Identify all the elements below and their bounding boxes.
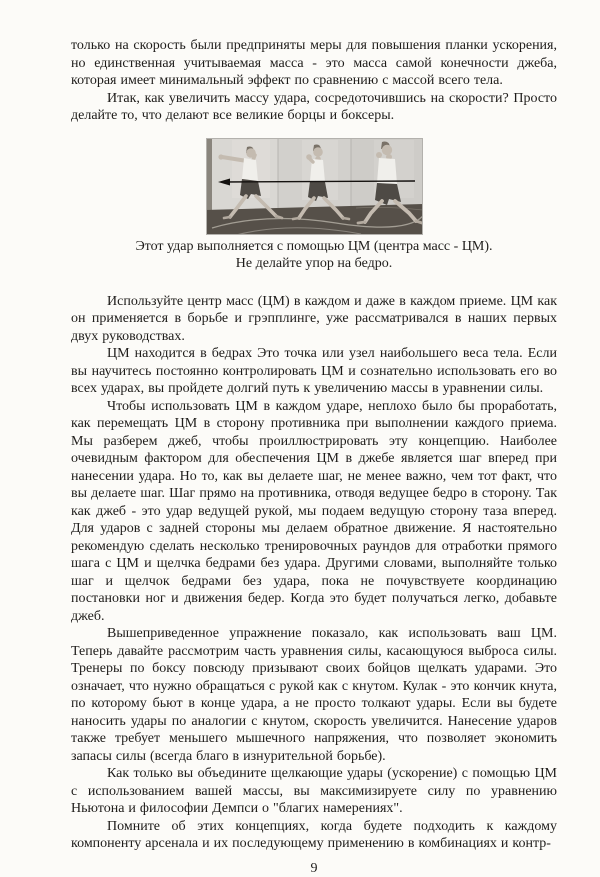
page-number: 9 [71,860,557,877]
boxer-jab-sequence-photo [206,138,423,235]
paragraph-7: Как только вы объедините щелкающие удары (ускорение) с помощью ЦМ с использованием вашей массы, вы максимизируете силу по уравнению Ньютона и философии Демпси о "благих намерениях". [71,765,557,818]
paragraph-2: Итак, как увеличить массу удара, сосредоточившись на скорости? Просто делайте то, что делают все великие борцы и боксеры. [71,90,557,125]
paragraph-6: Вышеприведенное упражнение показало, как использовать ваш ЦМ. Теперь давайте рассмотрим часть уравнения силы, касающуюся выброса силы. Тренеры по боксу повсюду призывают своих бойцов щелкать ударами. Это означает, что нужно обращаться с рукой как с кнутом. Кулак - это кончик кнута, по которому бьют в конце удара, а не просто толкают удары. Если вы будете наносить удары по аналогии с кнутом, скорость увеличится. Нанесение ударов также требует меньшего мышечного напряжения, что позволяет экономить запасы силы (всегда благо в изнурительной борьбе). [71,625,557,765]
jab-sequence-image [206,138,423,235]
paragraph-5: Чтобы использовать ЦМ в каждом ударе, неплохо было бы проработать, как перемещать ЦМ в сторону противника при выполнении каждого приема. Мы разберем джеб, чтобы проиллюстрировать эту концепцию. Наиболее очевидным фактором для обеспечения ЦМ в джебе является шаг вперед при нанесении удара. Но то, как вы делаете шаг, не менее важно, чем тот факт, что вы делаете шаг. Шаг прямо на противника, отводя ведущее бедро в сторону. Так как джеб - это удар ведущей рукой, мы подаем ведущую сторону таза вперед. Для ударов с задней стороны мы делаем обратное движение. Я настоятельно рекомендую сделать несколько тренировочных раундов для отработки прямого шага с ЦМ и щелчка бедрами без удара. Другими словами, выполняйте только шаг и щелчок бедрами без удара, пока не почувствуете координацию постановки ног и движения бедер. Когда это будет получаться легко, добавьте джеб. [71,398,557,626]
figure-caption-line-1: Этот удар выполняется с помощью ЦМ (центра масс - ЦМ). [71,238,557,256]
figure-caption-line-2: Не делайте упор на бедро. [71,255,557,273]
paragraph-8: Помните об этих концепциях, когда будете подходить к каждому компоненту арсенала и их последующему применению в комбинациях и контр- [71,818,557,853]
figure-caption [71,238,557,273]
paragraph-4: ЦМ находится в бедрах Это точка или узел наибольшего веса тела. Если вы научитесь постоянно контролировать ЦМ и сознательно использовать его во всех ударах, вы пройдете долгий путь к увеличению массы в уравнении силы. [71,345,557,398]
paragraph-3: Используйте центр масс (ЦМ) в каждом и даже в каждом приеме. ЦМ как он применяется в борьбе и грэпплинге, уже рассматривался в наших первых двух руководствах. [71,293,557,346]
paragraph-1: только на скорость были предприняты меры для повышения планки ускорения, но единственная учитываемая масса - это масса самой конечности джеба, которая имеет минимальный эффект по сравнению с массой всего тела. [71,37,557,90]
